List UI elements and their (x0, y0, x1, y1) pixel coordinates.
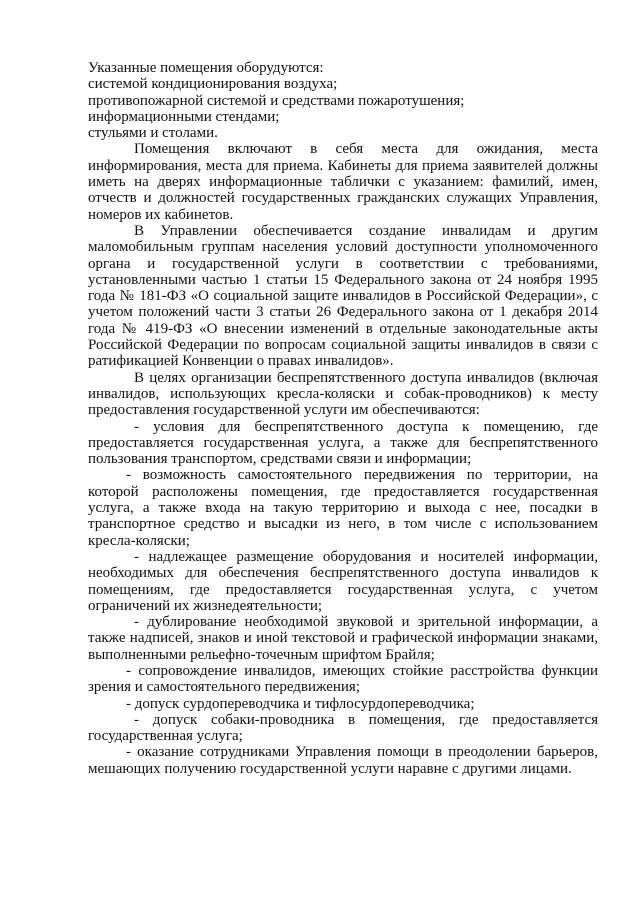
dash-item: - возможность самостоятельного передвижения по территории, на которой расположены помещения, где предоставляется государственная услуга, а также входа на такую территорию и выхода с нее, посадки в транспортное средство и высадки из него, в том числе с использованием кресла-коляски; (88, 467, 598, 549)
paragraph-accessibility: В Управлении обеспечивается создание инвалидам и другим маломобильным группам населения условий доступности уполномоченного органа и государственной услуги в соответствии с требованиями, установленными частью 1 статьи 15 Федерального закона от 24 ноября 1995 года № 181-ФЗ «О социальной защите инвалидов в Российской Федерации», с учетом положений части 3 статьи 26 Федерального закона от 1 декабря 2014 года № 419-ФЗ «О внесении изменений в отдельные законодательные акты Российской Федерации по вопросам социальной защиты инвалидов в связи с ратификацией Конвенции о правах инвалидов». (88, 222, 598, 370)
dash-item: - сопровождение инвалидов, имеющих стойкие расстройства функции зрения и самостоятельного передвижения; (88, 662, 598, 696)
dash-item: - допуск собаки-проводника в помещения, где предоставляется государственная услуга; (88, 711, 598, 745)
equipment-item: стульями и столами. (88, 125, 218, 142)
dash-item: - условия для беспрепятственного доступа к помещению, где предоставляется государственная услуга, а также для беспрепятственного пользования транспортом, средствами связи и информации; (88, 418, 598, 468)
intro-lead: Указанные помещения оборудуются: (88, 60, 324, 76)
equipment-item: информационными стендами; (88, 108, 280, 125)
document-body (88, 60, 598, 777)
dash-item: - допуск сурдопереводчика и тифлосурдопереводчика; (126, 695, 475, 712)
dash-item: - оказание сотрудниками Управления помощи в преодолении барьеров, мешающих получению государственной услуги наравне с другими лицами. (88, 744, 598, 777)
equipment-item: системой кондиционирования воздуха; (88, 76, 338, 93)
paragraph-premises: Помещения включают в себя места для ожидания, места информирования, места для приема. Кабинеты для приема заявителей должны иметь на дверях информационные таблички с указанием: фамилий, имен, отчеств и должностей государственных гражданских служащих Управления, номеров их кабинетов. (88, 141, 598, 223)
equipment-item: противопожарной системой и средствами пожаротушения; (88, 92, 465, 109)
paragraph-access-organization: В целях организации беспрепятственного доступа инвалидов (включая инвалидов, использующих кресла-коляски и собак-проводников) к месту предоставления государственной услуги им обеспечиваются: (88, 369, 598, 419)
equipment-list (88, 76, 598, 141)
dash-item: - надлежащее размещение оборудования и носителей информации, необходимых для обеспечения беспрепятственного доступа инвалидов к помещениям, где предоставляется государственная услуга, с учетом ограничений их жизнедеятельности; (88, 548, 598, 614)
dash-item: - дублирование необходимой звуковой и зрительной информации, а также надписей, знаков и иной текстовой и графической информации знаками, выполненными рельефно-точечным шрифтом Брайля; (88, 614, 598, 663)
